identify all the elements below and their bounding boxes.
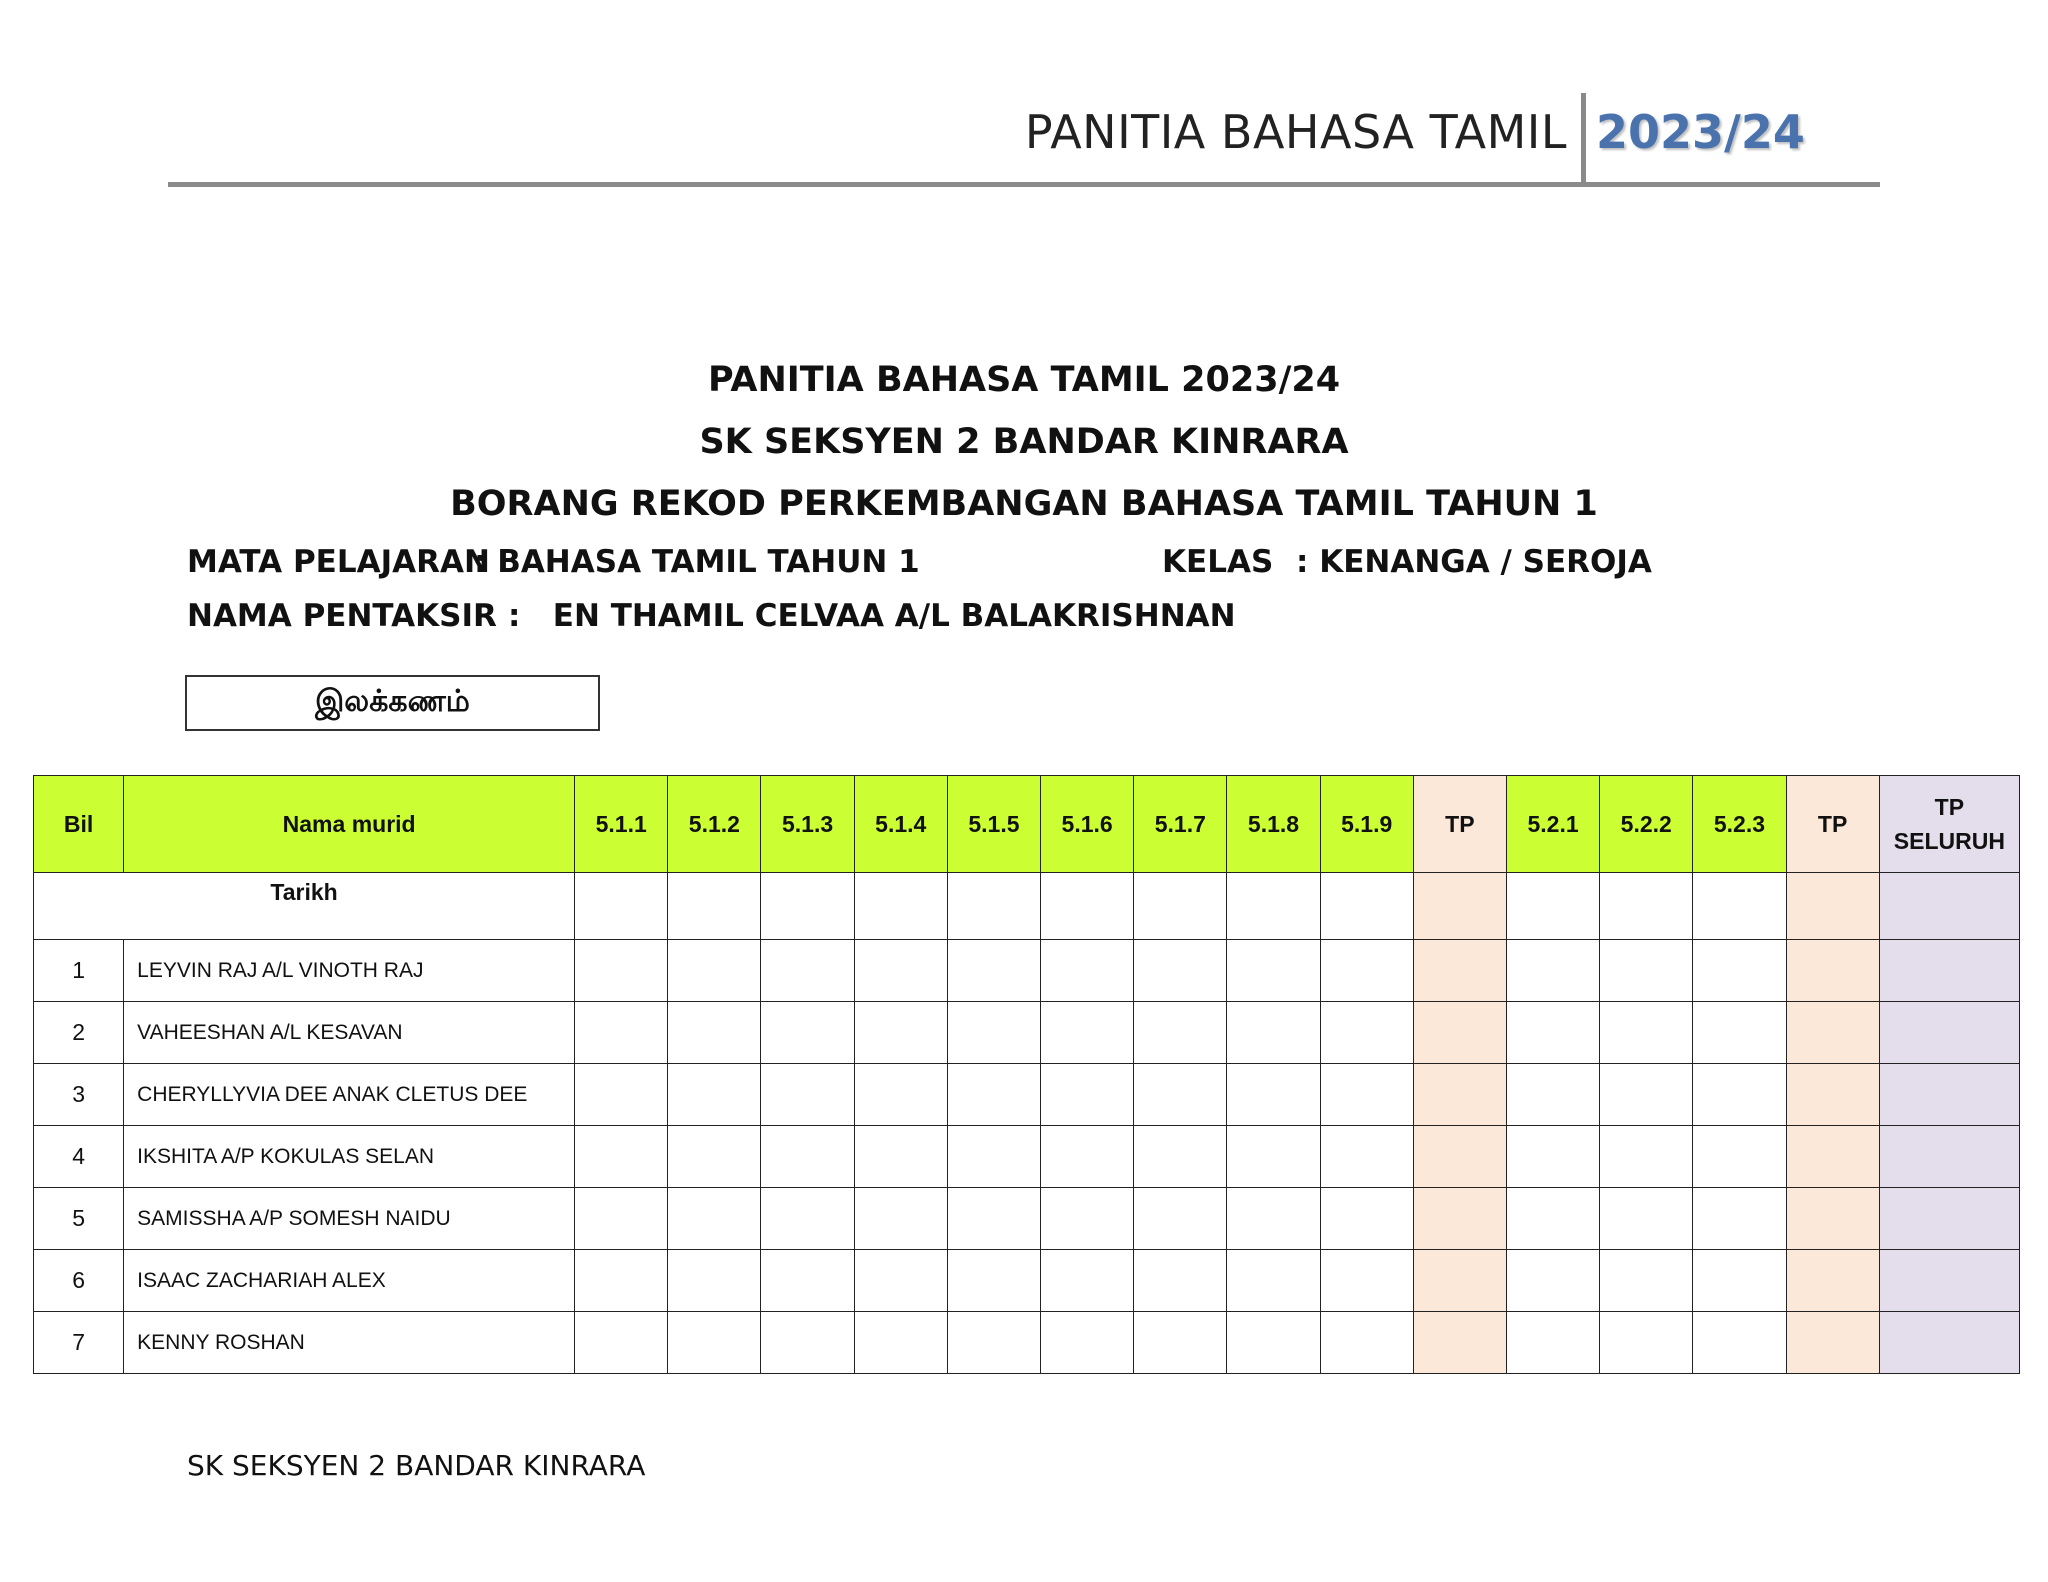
- score-cell[interactable]: [1693, 1250, 1786, 1312]
- score-cell[interactable]: [761, 1312, 854, 1374]
- doc-title-committee: PANITIA BAHASA TAMIL 2023/24: [707, 360, 1341, 400]
- score-tp-cell[interactable]: [1786, 1126, 1879, 1188]
- student-row: [34, 1064, 2020, 1126]
- header-5-1-1: 5.1.1: [575, 776, 668, 873]
- score-tp-cell[interactable]: [1786, 1312, 1879, 1374]
- score-tp-overall-cell[interactable]: [1879, 1126, 2019, 1188]
- score-tp-overall-cell[interactable]: [1879, 940, 2019, 1002]
- subject-value: : BAHASA TAMIL TAHUN 1: [474, 544, 920, 580]
- score-cell[interactable]: [761, 1250, 854, 1312]
- table-header-row: [34, 776, 2020, 873]
- student-row: [34, 1188, 2020, 1250]
- header-5-1-9: 5.1.9: [1320, 776, 1413, 873]
- tarikh-cell[interactable]: [1600, 873, 1693, 940]
- score-cell[interactable]: [575, 940, 668, 1002]
- score-cell[interactable]: [1134, 1064, 1227, 1126]
- score-cell[interactable]: [1600, 1250, 1693, 1312]
- score-cell[interactable]: [854, 1002, 947, 1064]
- score-cell[interactable]: [1227, 1002, 1320, 1064]
- score-cell[interactable]: [1506, 1126, 1599, 1188]
- assessor-value: : EN THAMIL CELVAA A/L BALAKRISHNAN: [508, 598, 1236, 634]
- header-5-1-4: 5.1.4: [854, 776, 947, 873]
- tarikh-cell[interactable]: [1506, 873, 1599, 940]
- score-cell[interactable]: [1134, 1250, 1227, 1312]
- student-name: IKSHITA A/P KOKULAS SELAN: [124, 1126, 575, 1188]
- score-cell[interactable]: [575, 1126, 668, 1188]
- student-row: [34, 940, 2020, 1002]
- header-5-2-1: 5.2.1: [1506, 776, 1599, 873]
- student-row: [34, 1002, 2020, 1064]
- class-value: : KENANGA / SEROJA: [1296, 544, 1652, 580]
- score-cell[interactable]: [1041, 1188, 1134, 1250]
- section-label-box: [185, 675, 600, 731]
- score-cell[interactable]: [668, 1250, 761, 1312]
- header-title: PANITIA BAHASA TAMIL: [1024, 105, 1567, 159]
- score-cell[interactable]: [1134, 1312, 1227, 1374]
- score-tp-overall-cell[interactable]: [1879, 1188, 2019, 1250]
- score-cell[interactable]: [854, 1064, 947, 1126]
- record-table: [33, 775, 2020, 1374]
- tarikh-cell[interactable]: [668, 873, 761, 940]
- score-cell[interactable]: [1506, 1312, 1599, 1374]
- tarikh-label: Tarikh: [34, 873, 575, 940]
- score-cell[interactable]: [761, 1002, 854, 1064]
- score-tp-cell[interactable]: [1413, 1250, 1506, 1312]
- header-5-1-8: 5.1.8: [1227, 776, 1320, 873]
- score-tp-overall-cell[interactable]: [1879, 1250, 2019, 1312]
- student-name: ISAAC ZACHARIAH ALEX: [124, 1250, 575, 1312]
- student-bil: 7: [34, 1312, 124, 1374]
- student-row: [34, 1126, 2020, 1188]
- score-cell[interactable]: [1134, 940, 1227, 1002]
- tarikh-tp-cell[interactable]: [1786, 873, 1879, 940]
- header-5-1-7: 5.1.7: [1134, 776, 1227, 873]
- score-cell[interactable]: [1041, 1312, 1134, 1374]
- tarikh-cell[interactable]: [761, 873, 854, 940]
- header-5-1-2: 5.1.2: [668, 776, 761, 873]
- tarikh-cell[interactable]: [854, 873, 947, 940]
- score-tp-cell[interactable]: [1413, 1188, 1506, 1250]
- score-cell[interactable]: [1227, 1064, 1320, 1126]
- header-bil: Bil: [34, 776, 124, 873]
- score-cell[interactable]: [1320, 1064, 1413, 1126]
- score-cell[interactable]: [1693, 1064, 1786, 1126]
- score-cell[interactable]: [1600, 1188, 1693, 1250]
- student-row: [34, 1250, 2020, 1312]
- score-cell[interactable]: [1693, 1126, 1786, 1188]
- tarikh-cell[interactable]: [1320, 873, 1413, 940]
- footer-school: SK SEKSYEN 2 BANDAR KINRARA: [187, 1449, 646, 1482]
- header-5-1-5: 5.1.5: [947, 776, 1040, 873]
- header-tp-5-1: TP: [1413, 776, 1506, 873]
- score-tp-overall-cell[interactable]: [1879, 1002, 2019, 1064]
- student-bil: 2: [34, 1002, 124, 1064]
- score-cell[interactable]: [1600, 1126, 1693, 1188]
- score-cell[interactable]: [1041, 940, 1134, 1002]
- score-tp-cell[interactable]: [1786, 1064, 1879, 1126]
- score-cell[interactable]: [1227, 1250, 1320, 1312]
- score-cell[interactable]: [668, 1064, 761, 1126]
- doc-title-school: SK SEKSYEN 2 BANDAR KINRARA: [699, 422, 1349, 462]
- score-cell[interactable]: [1227, 940, 1320, 1002]
- header-rule: [168, 182, 1880, 187]
- student-bil: 3: [34, 1064, 124, 1126]
- class-label: KELAS: [1162, 544, 1274, 580]
- score-cell[interactable]: [1506, 1002, 1599, 1064]
- student-row: [34, 1312, 2020, 1374]
- score-tp-cell[interactable]: [1413, 1002, 1506, 1064]
- score-cell[interactable]: [575, 1250, 668, 1312]
- score-cell[interactable]: [1600, 940, 1693, 1002]
- student-name: LEYVIN RAJ A/L VINOTH RAJ: [124, 940, 575, 1002]
- score-cell[interactable]: [1041, 1250, 1134, 1312]
- score-cell[interactable]: [1227, 1312, 1320, 1374]
- score-cell[interactable]: [1600, 1312, 1693, 1374]
- score-cell[interactable]: [947, 1064, 1040, 1126]
- score-cell[interactable]: [575, 1188, 668, 1250]
- header-tp-5-2: TP: [1786, 776, 1879, 873]
- student-name: CHERYLLYVIA DEE ANAK CLETUS DEE: [124, 1064, 575, 1126]
- header-tp-overall-line2: SELURUH: [1893, 828, 2005, 854]
- score-cell[interactable]: [761, 1126, 854, 1188]
- tarikh-tp-cell[interactable]: [1413, 873, 1506, 940]
- score-cell[interactable]: [1600, 1064, 1693, 1126]
- score-cell[interactable]: [575, 1002, 668, 1064]
- subject-label: MATA PELAJARAN: [187, 544, 490, 580]
- student-name: SAMISSHA A/P SOMESH NAIDU: [124, 1188, 575, 1250]
- score-cell[interactable]: [854, 1312, 947, 1374]
- score-cell[interactable]: [947, 1126, 1040, 1188]
- score-cell[interactable]: [575, 1312, 668, 1374]
- score-tp-cell[interactable]: [1786, 1250, 1879, 1312]
- student-bil: 4: [34, 1126, 124, 1188]
- score-cell[interactable]: [854, 1126, 947, 1188]
- header-separator: [1581, 93, 1586, 183]
- score-cell[interactable]: [1041, 1064, 1134, 1126]
- score-cell[interactable]: [1320, 1312, 1413, 1374]
- header-5-2-2: 5.2.2: [1600, 776, 1693, 873]
- student-bil: 1: [34, 940, 124, 1002]
- tarikh-cell[interactable]: [1041, 873, 1134, 940]
- score-cell[interactable]: [1506, 940, 1599, 1002]
- score-tp-cell[interactable]: [1413, 1126, 1506, 1188]
- score-cell[interactable]: [1134, 1188, 1227, 1250]
- score-cell[interactable]: [1600, 1002, 1693, 1064]
- score-cell[interactable]: [761, 1188, 854, 1250]
- tarikh-cell[interactable]: [947, 873, 1040, 940]
- score-cell[interactable]: [761, 940, 854, 1002]
- header-year: 2023/24: [1596, 105, 1805, 159]
- score-cell[interactable]: [1506, 1250, 1599, 1312]
- score-cell[interactable]: [854, 940, 947, 1002]
- student-bil: 5: [34, 1188, 124, 1250]
- score-cell[interactable]: [1693, 1312, 1786, 1374]
- header-name: Nama murid: [124, 776, 575, 873]
- score-cell[interactable]: [1134, 1126, 1227, 1188]
- header-5-2-3: 5.2.3: [1693, 776, 1786, 873]
- score-tp-cell[interactable]: [1786, 1002, 1879, 1064]
- score-cell[interactable]: [947, 1188, 1040, 1250]
- assessor-label: NAMA PENTAKSIR: [187, 598, 497, 634]
- score-cell[interactable]: [668, 1126, 761, 1188]
- score-cell[interactable]: [1134, 1002, 1227, 1064]
- score-cell[interactable]: [947, 940, 1040, 1002]
- score-cell[interactable]: [1041, 1002, 1134, 1064]
- header-tp-overall-line1: TP: [1934, 794, 1965, 820]
- score-tp-cell[interactable]: [1413, 940, 1506, 1002]
- score-cell[interactable]: [854, 1250, 947, 1312]
- tarikh-cell[interactable]: [1134, 873, 1227, 940]
- score-cell[interactable]: [947, 1002, 1040, 1064]
- score-cell[interactable]: [1320, 1188, 1413, 1250]
- score-cell[interactable]: [1320, 1002, 1413, 1064]
- student-name: VAHEESHAN A/L KESAVAN: [124, 1002, 575, 1064]
- header-tp-overall: [1879, 776, 2019, 873]
- section-label: இலக்கணம்: [315, 683, 470, 719]
- student-name: KENNY ROSHAN: [124, 1312, 575, 1374]
- score-tp-overall-cell[interactable]: [1879, 1064, 2019, 1126]
- score-cell[interactable]: [947, 1312, 1040, 1374]
- score-tp-cell[interactable]: [1786, 1188, 1879, 1250]
- student-bil: 6: [34, 1250, 124, 1312]
- score-cell[interactable]: [1320, 1126, 1413, 1188]
- score-cell[interactable]: [668, 1002, 761, 1064]
- score-cell[interactable]: [1506, 1188, 1599, 1250]
- header-5-1-3: 5.1.3: [761, 776, 854, 873]
- score-cell[interactable]: [1227, 1126, 1320, 1188]
- score-cell[interactable]: [668, 940, 761, 1002]
- score-cell[interactable]: [761, 1064, 854, 1126]
- tarikh-cell[interactable]: [575, 873, 668, 940]
- tarikh-cell[interactable]: [1693, 873, 1786, 940]
- score-tp-overall-cell[interactable]: [1879, 1312, 2019, 1374]
- score-cell[interactable]: [1506, 1064, 1599, 1126]
- score-cell[interactable]: [854, 1188, 947, 1250]
- tarikh-row: [34, 873, 2020, 940]
- score-cell[interactable]: [1227, 1188, 1320, 1250]
- score-cell[interactable]: [1041, 1126, 1134, 1188]
- score-tp-cell[interactable]: [1413, 1064, 1506, 1126]
- score-cell[interactable]: [575, 1064, 668, 1126]
- tarikh-cell[interactable]: [1227, 873, 1320, 940]
- score-cell[interactable]: [1693, 1002, 1786, 1064]
- doc-title-form: BORANG REKOD PERKEMBANGAN BAHASA TAMIL TAHUN 1: [450, 484, 1598, 524]
- score-tp-cell[interactable]: [1786, 940, 1879, 1002]
- score-cell[interactable]: [1320, 1250, 1413, 1312]
- score-cell[interactable]: [1320, 940, 1413, 1002]
- score-cell[interactable]: [947, 1250, 1040, 1312]
- score-cell[interactable]: [668, 1188, 761, 1250]
- tarikh-tp-overall-cell[interactable]: [1879, 873, 2019, 940]
- header-5-1-6: 5.1.6: [1041, 776, 1134, 873]
- score-tp-cell[interactable]: [1413, 1312, 1506, 1374]
- score-cell[interactable]: [668, 1312, 761, 1374]
- score-cell[interactable]: [1693, 940, 1786, 1002]
- score-cell[interactable]: [1693, 1188, 1786, 1250]
